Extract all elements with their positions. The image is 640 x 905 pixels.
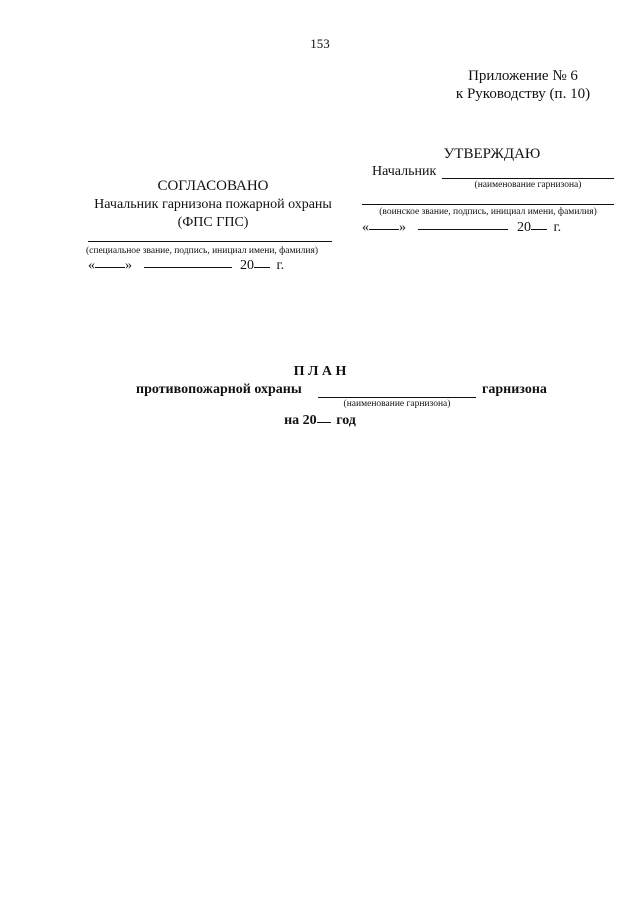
approve-date-close: » (399, 220, 406, 235)
agreed-line-1: Начальник гарнизона пожарной охраны (94, 197, 332, 212)
plan-year-blank (317, 421, 331, 423)
approve-title: УТВЕРЖДАЮ (443, 146, 541, 162)
approve-garrison-line (442, 178, 614, 179)
agreed-title: СОГЛАСОВАНО (157, 178, 269, 194)
agreed-rank-caption: (специальное звание, подпись, инициал имени, фамилия) (86, 246, 318, 256)
plan-garrison-line (318, 397, 476, 398)
plan-title: П Л А Н (293, 364, 347, 379)
approve-day-blank (369, 228, 399, 230)
approve-rank-line (362, 204, 614, 205)
plan-year-suffix: год (336, 413, 356, 428)
approve-garrison-caption: (наименование гарнизона) (474, 180, 582, 190)
approve-year-blank (531, 228, 547, 230)
agreed-rank-line (88, 241, 332, 242)
agreed-year-blank (254, 266, 270, 268)
agreed-month-blank (144, 266, 232, 268)
approve-date-row (362, 220, 561, 236)
agreed-date-row (88, 258, 284, 274)
appendix-line-2: к Руководству (п. 10) (455, 86, 591, 102)
plan-year-prefix: на 20 (284, 413, 317, 428)
agreed-year-prefix: 20 (240, 258, 254, 273)
approve-rank-caption: (воинское звание, подпись, инициал имени, фамилия) (379, 207, 597, 217)
approve-month-blank (418, 228, 508, 230)
plan-year-row (0, 413, 640, 429)
appendix-line-1: Приложение № 6 (468, 68, 578, 84)
plan-garrison-caption: (наименование гарнизона) (343, 399, 451, 409)
agreed-date-open: « (88, 258, 95, 273)
approve-year-prefix: 20 (517, 220, 531, 235)
plan-subject-left: противопожарной охраны (136, 382, 302, 397)
page-number: 153 (310, 36, 330, 51)
approve-date-open: « (362, 220, 369, 235)
approve-year-suffix: г. (553, 220, 562, 235)
plan-subject-right: гарнизона (482, 382, 547, 397)
agreed-date-close: » (125, 258, 132, 273)
agreed-year-suffix: г. (276, 258, 285, 273)
agreed-line-2: (ФПС ГПС) (177, 215, 249, 230)
approve-chief-label: Начальник (372, 164, 437, 179)
agreed-day-blank (95, 266, 125, 268)
